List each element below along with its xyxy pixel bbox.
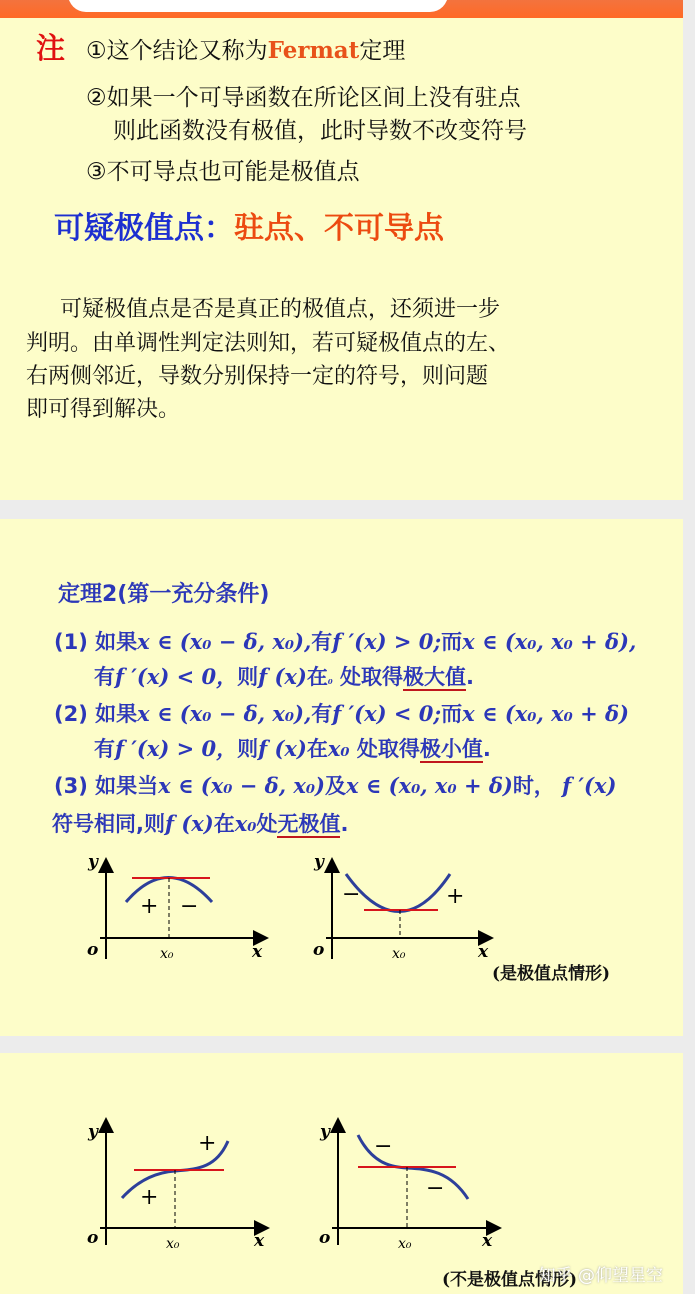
- note-mark: 注: [36, 31, 66, 65]
- sign-left: −: [374, 1134, 393, 1159]
- paragraph-line-1: 可疑极值点是否是真正的极值点，还须进一步: [60, 297, 501, 322]
- sign-left: −: [342, 882, 361, 907]
- y-label: y: [88, 1122, 98, 1142]
- condition-1-line-1: (1) 如果x ∈ (x₀ − δ, x₀),有f ′(x) > 0;而x ∈ (x₀, x₀ + δ),: [54, 629, 637, 654]
- caption-extremum: (是极值点情形): [492, 964, 611, 984]
- origin-label: o: [87, 940, 99, 960]
- slide-notes: [0, 0, 683, 500]
- sign-left: +: [140, 1185, 159, 1210]
- x-label: x: [254, 1231, 265, 1251]
- fermat-word: Fermat: [267, 37, 360, 64]
- min-value-term: 极小值: [419, 737, 483, 761]
- condition-3-line-2: 符号相同,则f (x)在x₀处无极值.: [52, 811, 349, 836]
- x-label: x: [252, 942, 263, 962]
- y-label: y: [320, 1122, 330, 1142]
- y-label: y: [88, 852, 98, 872]
- sign-right: +: [446, 884, 465, 909]
- watermark: 知乎 @仰望星空: [538, 1266, 663, 1286]
- curve-min: [346, 874, 450, 912]
- sign-right: −: [426, 1176, 445, 1201]
- x0-label: x₀: [166, 1236, 180, 1252]
- no-extremum-term: 无极值: [277, 812, 341, 836]
- slide-non-extremum: [0, 1053, 683, 1294]
- paragraph-line-3: 右两侧邻近，导数分别保持一定的符号，则问题: [26, 364, 489, 389]
- x0-label: x₀: [398, 1236, 412, 1252]
- origin-label: o: [319, 1228, 331, 1248]
- condition-1-line-2: 有f ′(x) < 0，则f (x)在₀ 处取得极大值.: [94, 664, 474, 689]
- note-1: ①这个结论又称为Fermat定理: [86, 37, 406, 64]
- x0-label: x₀: [392, 946, 406, 962]
- max-value-term: 极大值: [403, 665, 466, 689]
- graph-increasing-inflection: [86, 1117, 286, 1257]
- theorem-title: 定理2(第一充分条件): [58, 582, 270, 607]
- graph-local-maximum: [80, 849, 280, 967]
- paragraph-line-2: 判明。由单调性判定法则知，若可疑极值点的左、: [26, 331, 511, 356]
- x0-label: x₀: [160, 946, 174, 962]
- sign-left: +: [140, 894, 159, 919]
- condition-2-line-1: (2) 如果x ∈ (x₀ − δ, x₀),有f ′(x) < 0;而x ∈ (x₀, x₀ + δ): [54, 701, 629, 726]
- condition-2-line-2: 有f ′(x) > 0，则f (x)在x₀ 处取得极小值.: [94, 736, 491, 761]
- top-tab-shape: [68, 0, 448, 12]
- caption-non-extremum: (不是极值点情形): [442, 1270, 578, 1290]
- condition-3-line-1: (3) 如果当x ∈ (x₀ − δ, x₀)及x ∈ (x₀, x₀ + δ)时， f ′(x): [54, 773, 617, 798]
- y-label: y: [314, 852, 324, 872]
- sign-right: −: [180, 894, 199, 919]
- origin-label: o: [87, 1228, 99, 1248]
- slide-theorem: [0, 519, 683, 1036]
- x-label: x: [478, 942, 489, 962]
- note-3: ③不可导点也可能是极值点: [86, 159, 360, 185]
- suspect-points-heading: 可疑极值点：驻点、不可导点: [54, 211, 444, 246]
- note-2-line-1: ②如果一个可导函数在所论区间上没有驻点: [86, 85, 521, 111]
- paragraph-line-4: 即可得到解决。: [26, 397, 181, 422]
- note-2-line-2: 则此函数没有极值，此时导数不改变符号: [113, 118, 527, 144]
- x-label: x: [482, 1231, 493, 1251]
- graph-decreasing-inflection: [318, 1117, 518, 1257]
- origin-label: o: [313, 940, 325, 960]
- sign-right: +: [198, 1131, 217, 1156]
- graph-local-minimum: [312, 849, 512, 967]
